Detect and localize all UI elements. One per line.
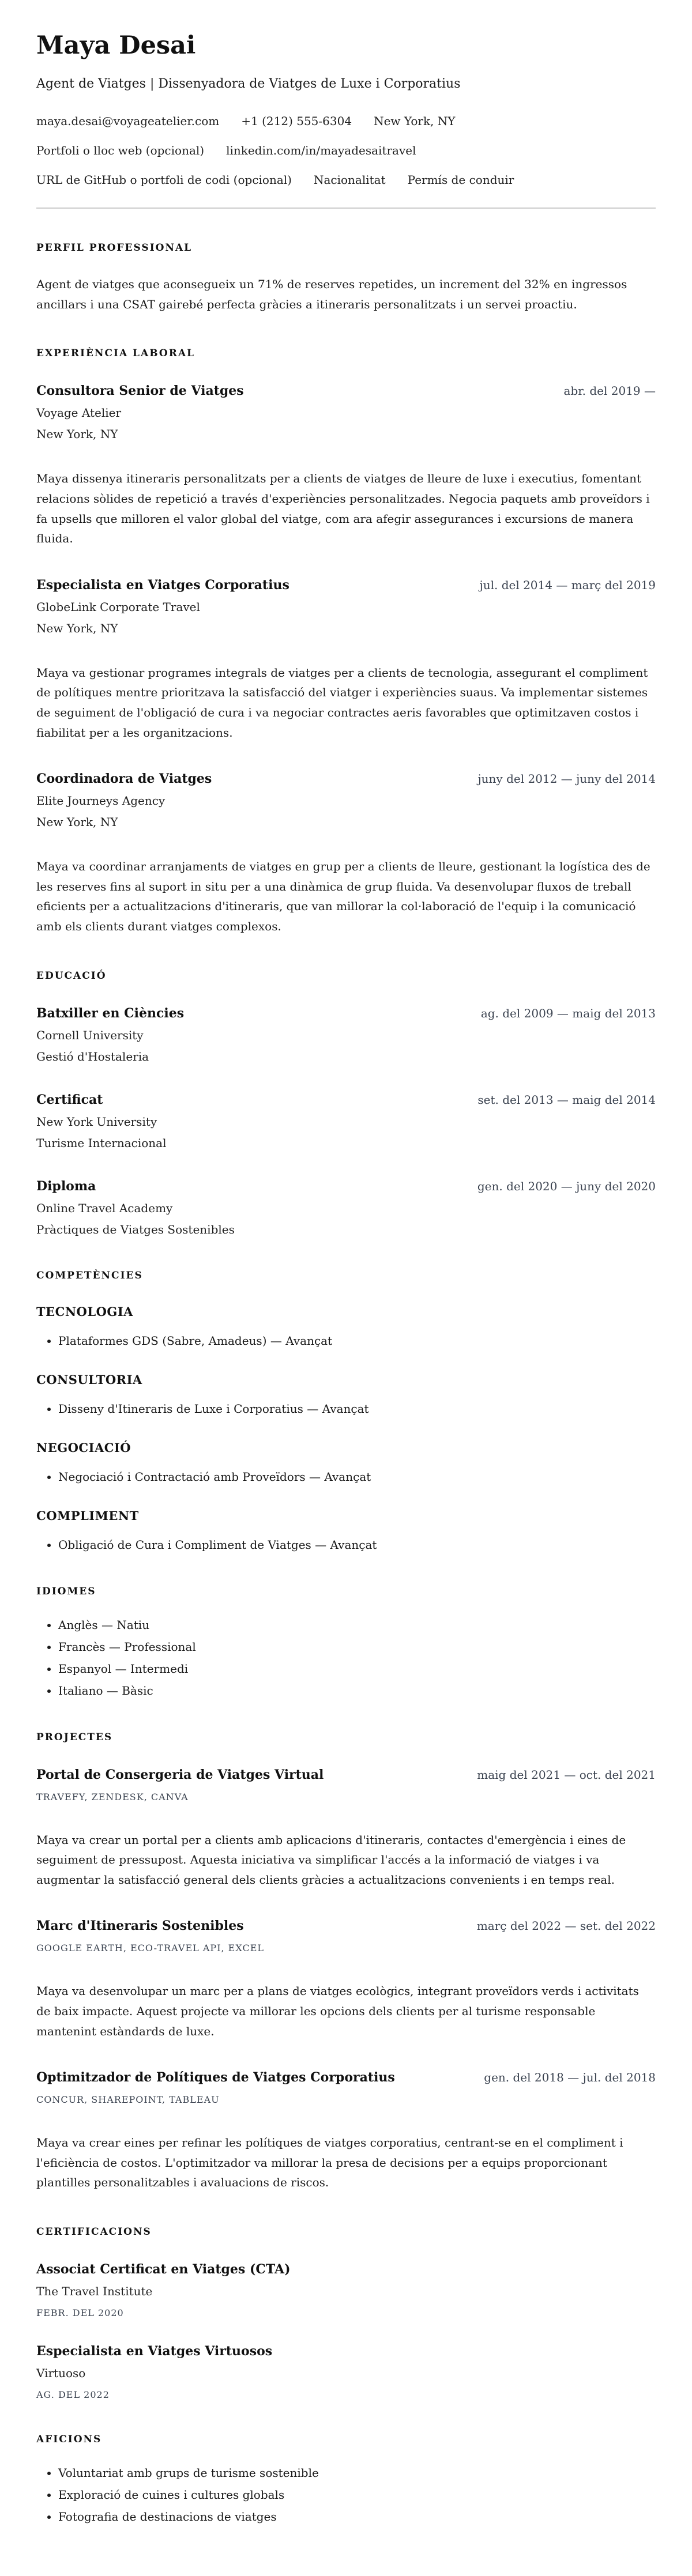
projects-heading: PROJECTES [36,1731,113,1743]
language-item: • Espanyol — Intermedi [58,1662,656,1676]
job-description: Maya va coordinar arranjaments de viatges en grup per a clients de lleure, gestionant la logística des de les reserves fins al suport in situ per a una dinàmica de grup fluida. Va desenvolupar fluxos de treball eficients per a actualitzacions d'itineraris, que van millorar la col·laboració de l'equip i la comunicació amb els clients durant viatges complexos. [36,859,650,934]
certification-issuer: The Travel Institute [36,2284,153,2298]
skill-group-name: TECNOLOGIA [36,1304,133,1319]
skill-group-name: COMPLIMENT [36,1508,139,1523]
certification-entry [36,2262,656,2318]
job-title: Especialista en Viatges Corporatius [36,577,289,593]
education-entry [36,1092,656,1150]
resume-header [36,32,656,187]
job-description: Maya va gestionar programes integrals de viatges per a clients de tecnologia, assegurant el compliment de polítiques mentre prioritzava la satisfacció del viatger i experiències suaus. Va implementar sistemes de seguiment de l'obligació de cura i va negociar contractes aeris favorables que optimitzaven costos i fiabilitat per a les organitzacions. [36,665,648,740]
project-entry-head [36,1767,656,1782]
education-entry [36,1179,656,1236]
certification-entry [36,2344,656,2400]
header-divider [36,208,656,209]
education-entry [36,1006,656,1063]
github-placeholder-text: URL de GitHub o portfoli de codi (opcional) [36,173,292,187]
job-title: Coordinadora de Viatges [36,771,212,787]
skill-group [36,1508,656,1552]
job-location: New York, NY [36,621,118,635]
job-entry [36,771,656,936]
skill-group [36,1304,656,1348]
skill-item: • Plataformes GDS (Sabre, Amadeus) — Avançat [58,1334,656,1348]
linkedin-text: linkedin.com/in/mayadesaitravel [226,144,416,158]
job-entry-head [36,578,656,593]
hobby-item: • Voluntariat amb grups de turisme sostenible [58,2466,656,2480]
email-text: maya.desai@voyageatelier.com [36,114,220,129]
job-description: Maya dissenya itineraris personalitzats per a clients de viatges de lleure de luxe i executius, fomentant relacions sòlides de repetició a través d'experiències personalitzades. Negocia paquets amb proveïdors i fa upsells que milloren el valor global del viatge, com ara afegir assegurances i excursions de manera fluida. [36,472,650,546]
degree-title: Diploma [36,1178,96,1194]
project-tools: GOOGLE EARTH, ECO-TRAVEL API, EXCEL [36,1943,265,1954]
contact-row-3 [36,173,656,187]
hobby-list [36,2466,656,2524]
job-entry [36,383,656,548]
skill-group-name: NEGOCIACIÓ [36,1440,131,1455]
section-education [36,970,656,1236]
field-of-study: Gestió d'Hostaleria [36,1049,149,1063]
project-description: Maya va crear eines per refinar les polítiques de viatges corporatius, centrant-se en el compliment i l'eficiència de costos. L'optimitzador va millorar la presa de decisions per a equips proporcionant plantilles personalitzables i avaluacions de riscos. [36,2136,623,2190]
skill-group-name: CONSULTORIA [36,1372,142,1387]
profile-text: Agent de viatges que aconsegueix un 71% de reserves repetides, un increment del 32% en ingressos ancillars i una CSAT gairebé perfecta gràcies a itineraris personalitzats i un servei proactiu. [36,277,627,311]
hobbies-heading: AFICIONS [36,2433,102,2445]
certifications-heading: CERTIFICACIONS [36,2226,152,2238]
section-skills [36,1270,656,1552]
job-title: Consultora Senior de Viatges [36,383,244,399]
language-list [36,1618,656,1698]
school-name: Cornell University [36,1028,144,1042]
education-heading: EDUCACIÓ [36,970,107,982]
school-name: New York University [36,1114,157,1129]
hobby-item: • Exploració de cuines i cultures globals [58,2488,656,2502]
section-projects [36,1732,656,2193]
profile-heading: PERFIL PROFESSIONAL [36,242,193,254]
project-dates: març del 2022 — set. del 2022 [476,1919,656,1933]
phone-text: +1 (212) 555-6304 [241,114,352,129]
skill-group [36,1440,656,1484]
project-tools: TRAVEFY, ZENDESK, CANVA [36,1791,189,1802]
languages-heading: IDIOMES [36,1585,96,1597]
education-dates: set. del 2013 — maig del 2014 [477,1092,656,1107]
driving-permit-placeholder-text: Permís de conduir [407,173,514,187]
skill-list [36,1402,656,1416]
job-entry-head [36,771,656,786]
project-entry [36,2070,656,2193]
field-of-study: Pràctiques de Viatges Sostenibles [36,1222,235,1236]
education-dates: gen. del 2020 — juny del 2020 [477,1179,656,1193]
section-experience [36,348,656,936]
language-item: • Anglès — Natiu [58,1618,656,1632]
certification-date: AG. DEL 2022 [36,2389,110,2400]
certification-name: Especialista en Viatges Virtuosos [36,2343,273,2359]
education-entry-head [36,1006,656,1021]
language-item: • Italiano — Bàsic [58,1684,656,1698]
skill-group [36,1372,656,1416]
education-dates: ag. del 2009 — maig del 2013 [480,1006,656,1020]
school-name: Online Travel Academy [36,1201,173,1215]
project-tools: CONCUR, SHAREPOINT, TABLEAU [36,2094,220,2106]
job-company: Voyage Atelier [36,406,122,420]
project-description: Maya va crear un portal per a clients amb aplicacions d'itineraris, contactes d'emergència i eines de seguiment de pressupost. Aquesta iniciativa va simplificar l'accés a la informació de viatges i va augmentar la satisfacció general dels clients gràcies a actualitzacions convenients i en temps real. [36,1832,626,1887]
project-description: Maya va desenvolupar un marc per a plans de viatges ecològics, integrant proveïdors verds i activitats de baix impacte. Aquest projecte va millorar les opcions dels clients per al turisme responsable mantenint estàndards de luxe. [36,1984,639,2038]
certification-issuer: Virtuoso [36,2366,86,2380]
contact-row-2 [36,144,656,157]
degree-title: Batxiller en Ciències [36,1005,185,1021]
portfolio-placeholder-text: Portfoli o lloc web (opcional) [36,144,205,158]
skill-list [36,1538,656,1552]
degree-title: Certificat [36,1092,103,1107]
project-title: Marc d'Itineraris Sostenibles [36,1918,244,1934]
contact-row-1 [36,114,656,128]
person-job-title: Agent de Viatges | Dissenyadora de Viatges de Luxe i Corporatius [36,77,461,92]
job-location: New York, NY [36,427,118,442]
education-entry-head [36,1092,656,1107]
project-entry-head [36,2070,656,2085]
job-location: New York, NY [36,815,118,829]
field-of-study: Turisme Internacional [36,1136,167,1150]
hobby-item: • Fotografia de destinacions de viatges [58,2510,656,2524]
job-entry [36,578,656,742]
project-title: Optimitzador de Polítiques de Viatges Corporatius [36,2070,395,2085]
experience-heading: EXPERIÈNCIA LABORAL [36,348,195,360]
job-company: Elite Journeys Agency [36,794,166,808]
job-entry-head [36,383,656,398]
skill-list [36,1470,656,1484]
job-dates: abr. del 2019 — [563,384,656,398]
skill-item: • Negociació i Contractació amb Proveïdors — Avançat [58,1470,656,1484]
job-dates: jul. del 2014 — març del 2019 [479,578,656,592]
skills-heading: COMPETÈNCIES [36,1269,143,1281]
project-dates: maig del 2021 — oct. del 2021 [477,1767,656,1782]
skill-item: • Obligació de Cura i Compliment de Viatges — Avançat [58,1538,656,1552]
person-name: Maya Desai [36,31,196,60]
section-profile [36,242,656,314]
certification-date: FEBR. DEL 2020 [36,2307,124,2318]
language-item: • Francès — Professional [58,1640,656,1654]
certification-name: Associat Certificat en Viatges (CTA) [36,2261,291,2277]
skill-list [36,1334,656,1348]
project-dates: gen. del 2018 — jul. del 2018 [484,2070,656,2085]
skill-item: • Disseny d'Itineraris de Luxe i Corporatius — Avançat [58,1402,656,1416]
project-entry-head [36,1918,656,1933]
project-entry [36,1767,656,1890]
job-dates: juny del 2012 — juny del 2014 [477,772,656,786]
section-hobbies [36,2434,656,2524]
nationality-placeholder-text: Nacionalitat [313,173,386,187]
job-company: GlobeLink Corporate Travel [36,599,200,614]
section-certifications [36,2226,656,2400]
project-entry [36,1918,656,2041]
location-text: New York, NY [374,114,456,129]
education-entry-head [36,1179,656,1194]
project-title: Portal de Consergeria de Viatges Virtual [36,1767,324,1782]
section-languages [36,1586,656,1698]
